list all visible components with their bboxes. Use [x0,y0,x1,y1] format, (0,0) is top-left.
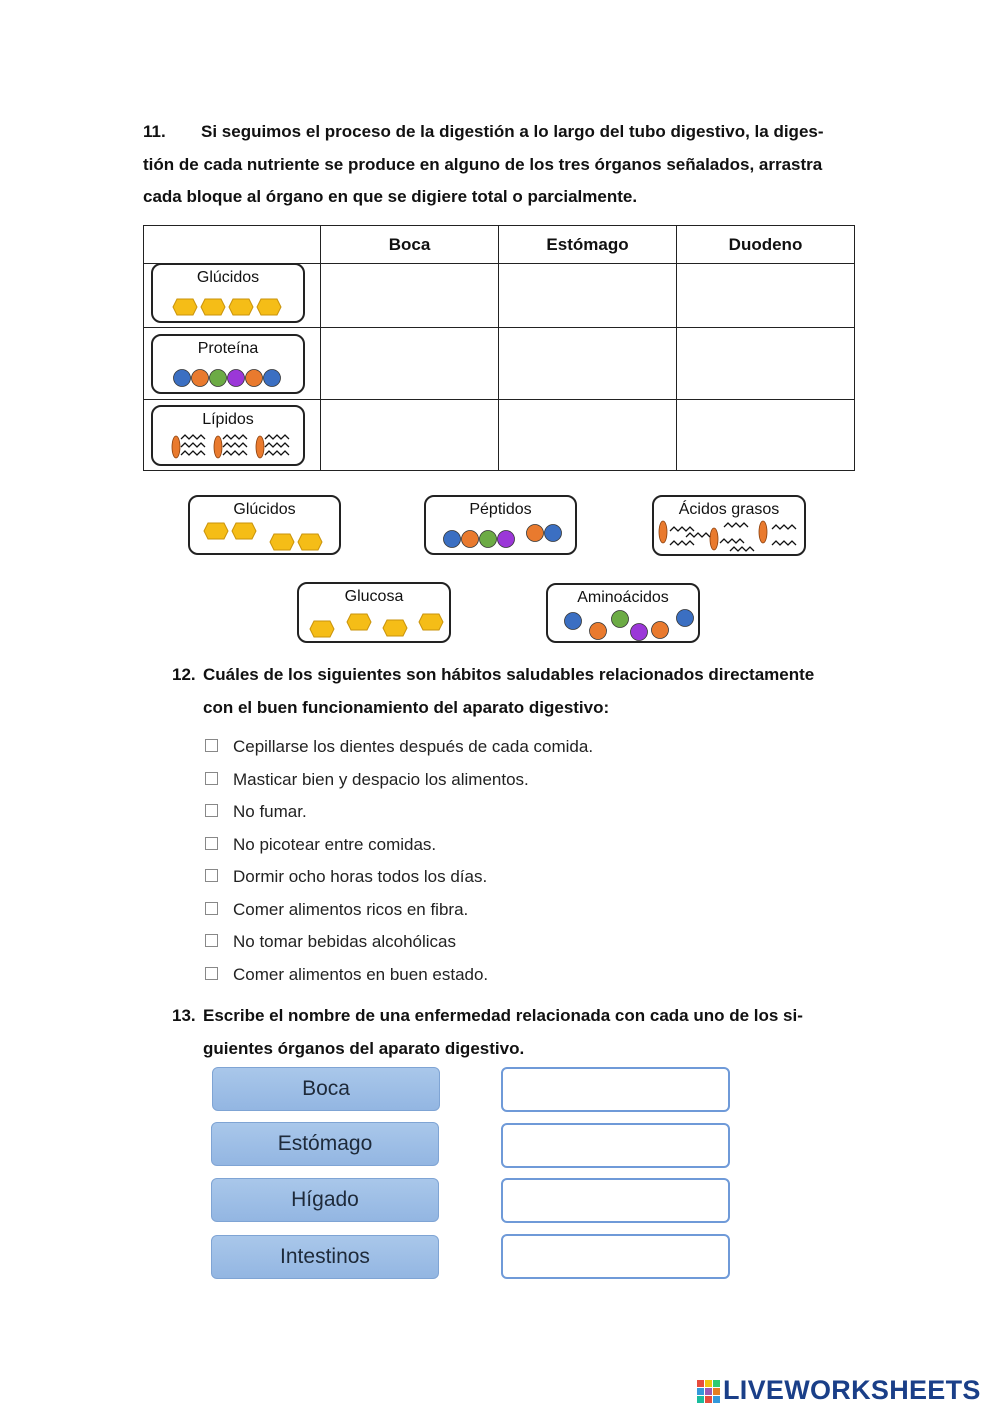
amino-bead [480,531,497,548]
glycerol-mark [256,436,264,458]
liveworksheets-brand: LIVEWORKSHEETS [723,1375,981,1405]
drop-zone-lipidos-boca[interactable] [321,400,499,471]
hexagon-mark [383,620,407,636]
fatty-chain [670,527,694,531]
hexagon-chain-icon [153,265,307,325]
nutrient-card-label: Glúcidos [196,269,260,286]
drop-zone-proteina-duodeno[interactable] [677,328,855,400]
table-header-estomago: Estómago [499,226,677,264]
option-label: Comer alimentos ricos en fibra. [233,900,469,919]
hexagon-mark [201,299,225,315]
question-13-number: 13. [172,1006,196,1025]
peptide-icon [426,497,579,557]
hexagon-mark [347,614,371,630]
drag-block-glucidos[interactable] [188,495,341,555]
amino-bead [545,525,562,542]
fatty-chain [772,541,796,545]
drag-block-label: Ácidos grasos [678,501,780,518]
glycerol-mark [214,436,222,458]
table-header-duodeno: Duodeno [677,226,855,264]
drag-block-label: Glucosa [344,588,404,605]
organ-label-intestinos: Intestinos [211,1235,439,1279]
fatty-chain [724,523,748,527]
hexagon-mark [310,621,334,637]
question-12-number: 12. [172,665,196,684]
amino-bead [527,525,544,542]
checkbox[interactable] [205,837,218,850]
amino-bead [652,622,669,639]
drop-zone-glucidos-boca[interactable] [321,264,499,328]
drop-zone-glucidos-estomago[interactable] [499,264,677,328]
glucose-icon [299,584,453,645]
option-label: No tomar bebidas alcohólicas [233,932,457,951]
nutrient-card-lipidos [151,405,305,466]
amino-bead [498,531,515,548]
drag-block-peptidos[interactable] [424,495,577,555]
amino-bead [462,531,479,548]
question-11-text: Si seguimos el proceso de la digestión a lo largo del tubo digestivo, la diges- tión de cada nutriente se produce en alguno de los tres órganos señalados, arrastra cada bloque al órgano en que se digiere total o parcialmente. [143,122,824,206]
checkbox[interactable] [205,869,218,882]
organ-label-boca: Boca [212,1067,440,1111]
option-label: No fumar. [233,802,307,821]
organ-label-higado: Hígado [211,1178,439,1222]
table-header-boca: Boca [321,226,499,264]
drag-block-label: Aminoácidos [577,589,669,606]
drop-zone-proteina-estomago[interactable] [499,328,677,400]
table-header-empty [144,226,321,264]
drag-block-acidos-grasos[interactable] [652,495,806,556]
amino-bead [677,610,694,627]
answer-input-intestinos[interactable] [501,1234,730,1279]
checkbox[interactable] [205,967,218,980]
drop-zone-lipidos-estomago[interactable] [499,400,677,471]
fatty-chain [720,539,744,543]
answer-input-estomago[interactable] [501,1123,730,1168]
drop-zone-lipidos-duodeno[interactable] [677,400,855,471]
drag-block-glucosa[interactable] [297,582,451,643]
amino-bead [631,624,648,641]
amino-bead [192,370,209,387]
fatty-chain [772,525,796,529]
option-label: Dormir ocho horas todos los días. [233,867,488,886]
option-label: Comer alimentos en buen estado. [233,965,489,984]
checkbox[interactable] [205,739,218,752]
fatty-chain [265,435,289,439]
question-13-text: Escribe el nombre de una enfermedad relacionada con cada uno de los si- guientes órganos del aparato digestivo. [203,1006,803,1058]
fatty-chain [181,451,205,455]
fatty-chain [223,451,247,455]
amino-bead [246,370,263,387]
hexagon-mark [257,299,281,315]
fatty-chain [670,541,694,545]
fatty-chain [223,435,247,439]
answer-input-boca[interactable] [501,1067,730,1112]
fatty-chain [223,443,247,447]
hexagon-mark [232,523,256,539]
checkbox[interactable] [205,804,218,817]
nutrient-card-proteina [151,334,305,394]
fatty-chain [181,443,205,447]
glycerol-mark [759,521,767,543]
amino-bead [228,370,245,387]
fatty-chain [686,533,710,537]
hexagon-mark [204,523,228,539]
fatty-chain [265,443,289,447]
lipid-icon [153,407,307,468]
amino-bead [444,531,461,548]
drop-zone-glucidos-duodeno[interactable] [677,264,855,328]
drag-block-aminoacidos[interactable] [546,583,700,643]
amino-bead [590,623,607,640]
drop-zone-proteina-boca[interactable] [321,328,499,400]
amino-bead [264,370,281,387]
amino-chain-icon [153,336,307,396]
checkbox[interactable] [205,934,218,947]
fatty-chain [265,451,289,455]
question-11 [143,116,843,214]
hexagon-pairs-icon [190,497,343,557]
glycerol-mark [659,521,667,543]
amino-bead [210,370,227,387]
amino-bead [565,613,582,630]
amino-bead [174,370,191,387]
answer-input-higado[interactable] [501,1178,730,1223]
amino-bead [612,611,629,628]
liveworksheets-logo-icon [697,1380,721,1404]
fatty-acids-icon [654,497,808,558]
option-label: Cepillarse los dientes después de cada comida. [233,737,594,756]
nutrient-card-label: Proteína [197,340,259,357]
checkbox[interactable] [205,902,218,915]
hexagon-mark [419,614,443,630]
glycerol-mark [172,436,180,458]
fatty-chain [730,547,754,551]
question-12-text: Cuáles de los siguientes son hábitos saludables relacionados directamente con el buen funcionamiento del aparato digestivo: [203,665,815,717]
hexagon-mark [270,534,294,550]
nutrient-card-glucidos [151,263,305,323]
fatty-chain [181,435,205,439]
option-label: Masticar bien y despacio los alimentos. [233,770,529,789]
nutrient-card-label: Lípidos [202,411,254,428]
drag-block-label: Glúcidos [233,501,296,518]
drag-block-label: Péptidos [469,501,532,518]
checkbox[interactable] [205,772,218,785]
amino-acids-icon [548,585,702,645]
option-label: No picotear entre comidas. [233,835,437,854]
organ-label-estomago: Estómago [211,1122,439,1166]
hexagon-mark [298,534,322,550]
glycerol-mark [710,528,718,550]
hexagon-mark [229,299,253,315]
hexagon-mark [173,299,197,315]
question-11-number: 11. [143,122,166,141]
